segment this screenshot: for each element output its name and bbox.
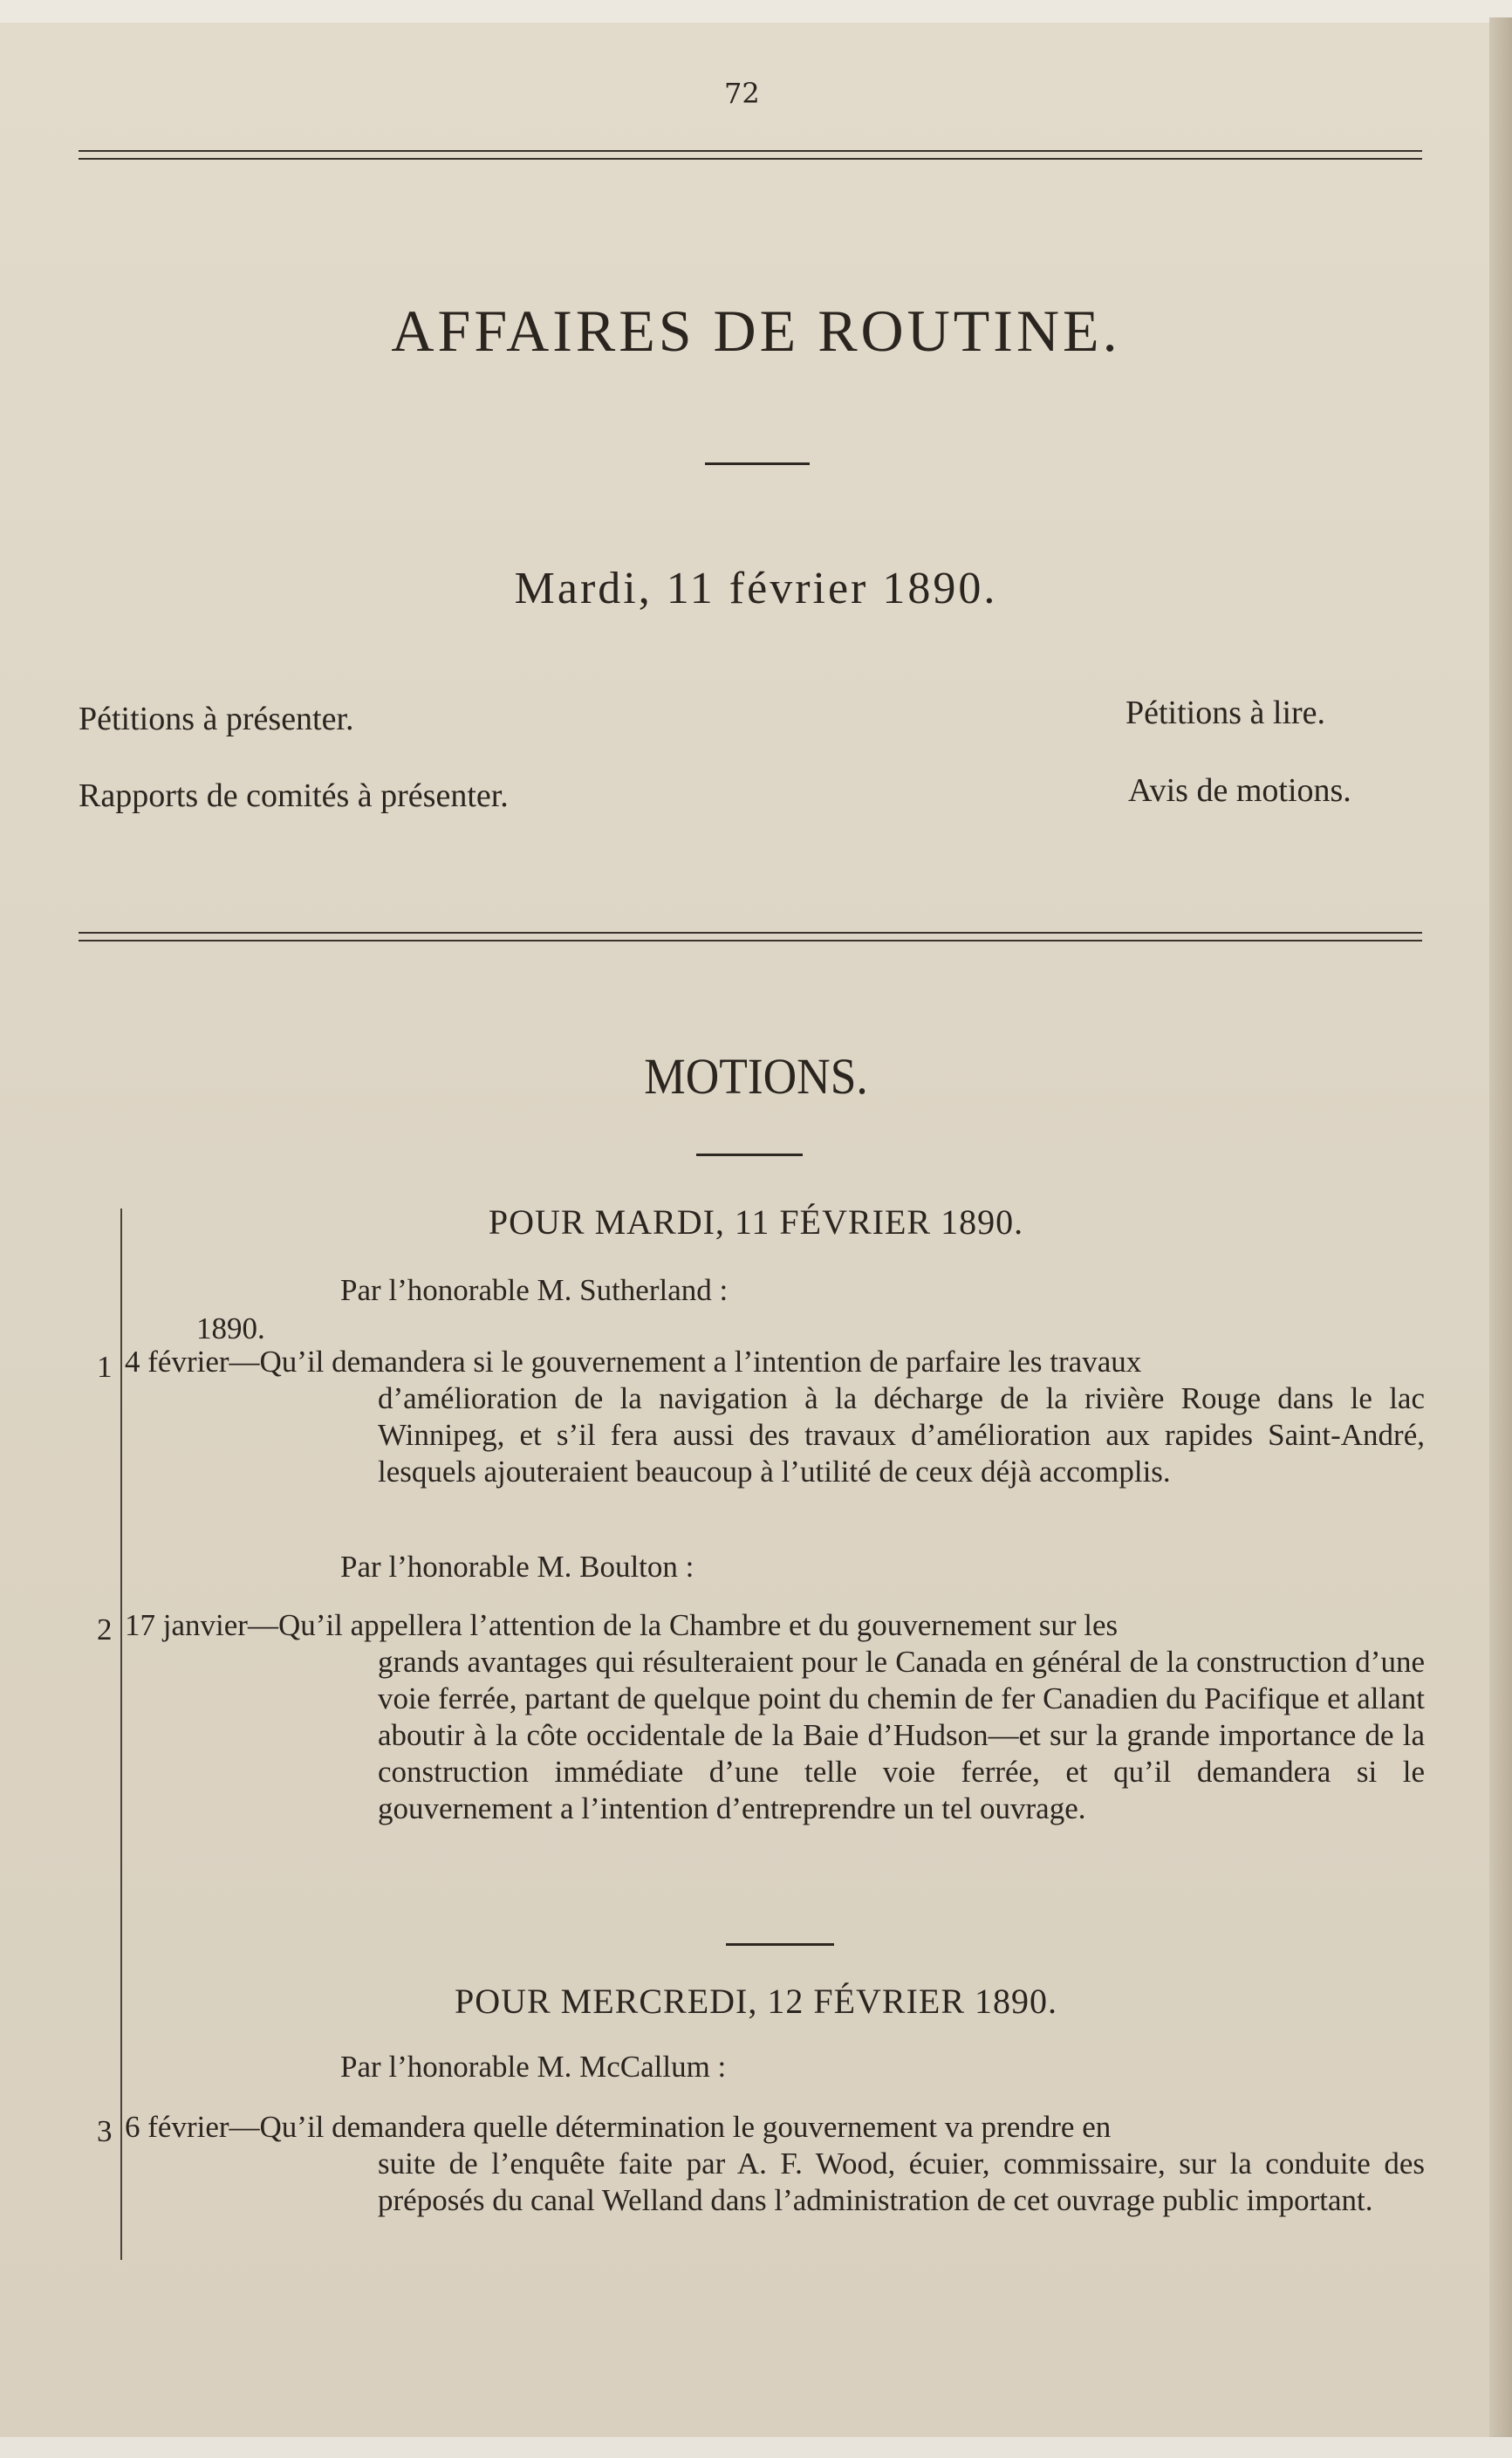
motion-1-mover: Par l’honorable M. Sutherland :: [340, 1273, 729, 1307]
section-short-rule: [726, 1943, 834, 1946]
motion-2-mover: Par l’honorable M. Boulton :: [340, 1550, 694, 1584]
section-double-rule: [79, 932, 1422, 934]
section-heading-mardi: POUR MARDI, 11 FÉVRIER 1890.: [488, 1202, 1024, 1242]
motion-3-date: 6 février: [125, 2110, 229, 2144]
routine-item-avis-motions: Avis de motions.: [1128, 772, 1351, 809]
motion-2-lead-text: —Qu’il appellera l’attention de la Chambre et du gouvernement sur les: [247, 1608, 1119, 1642]
routine-item-petitions-presenter: Pétitions à présenter.: [79, 701, 354, 737]
motion-1-lead: [125, 1344, 1425, 1380]
motion-1-lead-text: —Qu’il demandera si le gouvernement a l’intention de parfaire les travaux: [229, 1345, 1142, 1379]
motion-2-date: 17 janvier: [125, 1608, 248, 1642]
motion-1-number: 1: [97, 1350, 113, 1384]
motion-3-mover: Par l’honorable M. McCallum :: [340, 2050, 727, 2084]
motion-2-text: grands avantages qui résulteraient pour le Canada en général de la construction d’une voie ferrée, partant de quelque point du chemin de fer Canadien du Pacifique et allant aboutir à la côte occidentale de la Baie d’Hudson—et sur la grande importance de la construction immédiate d’une telle voie ferrée, et qu’il demandera si le gouvernement a l’intention d’entreprendre un tel ouvrage.: [378, 1645, 1425, 1825]
motions-heading: MOTIONS.: [644, 1048, 868, 1105]
scan-top-margin: [0, 0, 1512, 23]
scan-bottom-margin: [0, 2437, 1512, 2458]
page-number: 72: [724, 77, 760, 110]
motion-1-text: d’amélioration de la navigation à la décharge de la rivière Rouge dans le lac Winnipeg, et s’il fera aussi des travaux d’amélioration aux rapides Saint-André, lesquels ajouteraient beaucoup à l’utilité de ceux déjà accomplis.: [378, 1381, 1425, 1489]
section-heading-mercredi: POUR MERCREDI, 12 FÉVRIER 1890.: [454, 1982, 1058, 2021]
motion-3-text: suite de l’enquête faite par A. F. Wood, écuier, commissaire, sur la conduite des préposés du canal Welland dans l’administration de cet ouvrage public important.: [378, 2146, 1425, 2217]
motion-3-lead: [125, 2109, 1425, 2146]
motion-1-date: 4 février: [125, 1345, 229, 1379]
margin-rule: [120, 1208, 122, 2260]
sitting-date: Mardi, 11 février 1890.: [514, 564, 998, 613]
motion-1-year: 1890.: [196, 1311, 265, 1345]
routine-item-petitions-lire: Pétitions à lire.: [1125, 695, 1326, 731]
motion-2-number: 2: [97, 1612, 113, 1647]
motions-short-rule: [696, 1154, 803, 1156]
header-double-rule: [79, 150, 1422, 152]
page-title: AFFAIRES DE ROUTINE.: [391, 298, 1121, 364]
motion-3-lead-text: —Qu’il demandera quelle détermination le gouvernement va prendre en: [229, 2110, 1112, 2144]
motion-3-number: 3: [97, 2114, 113, 2148]
title-short-rule: [705, 462, 810, 465]
routine-item-rapports-comites: Rapports de comités à présenter.: [79, 777, 509, 814]
motion-2-lead: [125, 1607, 1425, 1644]
